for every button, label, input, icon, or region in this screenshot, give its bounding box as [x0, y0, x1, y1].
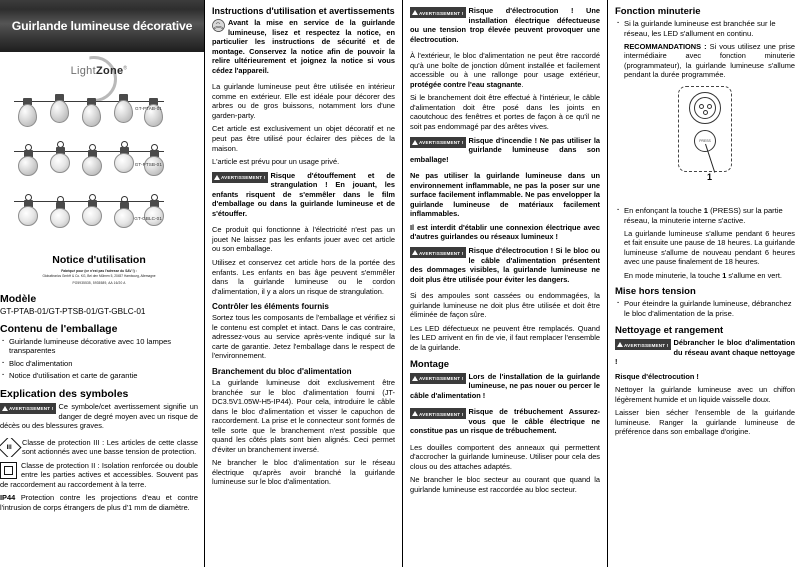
- outdoor-connection-text-a: À l'extérieur, le bloc d'alimentation ne peut être raccordé qu'à une boîte de jonction dûment installée et facilement accessible ou à une rallonge pour usage extérieur,: [410, 51, 600, 80]
- protection-class-3-text: Classe de protection III : Les articles de cette classe sont actionnés avec une basse tension de protection.: [22, 437, 198, 457]
- heading-power-connection: Branchement du bloc d'alimentation: [212, 366, 352, 376]
- timer-green-led-text-b: s'allume en vert.: [726, 270, 782, 280]
- warning-badge-label: AVERTISSEMENT !: [419, 140, 464, 146]
- power-connection-text-2: Ne brancher le bloc d'alimentation sur le réseau électrique qu'après avoir branché la guirlande lumineuse sur le bloc d'alimentation.: [212, 458, 395, 487]
- timer-press-text-a: En enfonçant la touche: [624, 205, 704, 215]
- warning-badge-label: AVERTISSEMENT !: [624, 342, 669, 348]
- model-label-ptab: GT-PTAB-01: [135, 106, 162, 111]
- heading-package-contents: Contenu de l'emballage: [0, 322, 118, 335]
- model-label-gblc: GT-GBLC-01: [134, 216, 162, 221]
- read-manual-block: [212, 18, 395, 78]
- manufacturer-info: [0, 269, 198, 286]
- warning-triangle-icon: [617, 342, 623, 347]
- logo-zone-text: Zone: [95, 65, 124, 77]
- column-instructions: [204, 0, 402, 567]
- bulb-strings: [0, 92, 198, 252]
- cable-warning-text: Lors de l'installation de la guirlande lumineuse, ne pas nouer ou percer le câble d'alimentation !: [410, 371, 600, 400]
- instructions-paragraph-4: Ce produit qui fonctionne à l'électricité n'est pas un jouet Ne laissez pas les enfants jouer avec cet article ou son emballage.: [212, 225, 395, 254]
- electrocution-warning-block-2: [410, 246, 600, 287]
- warning-triangle-icon: [412, 376, 418, 381]
- indoor-connection-text: Si le branchement doit être effectué à l'intérieur, le câble d'alimentation doit être posé dans les joints en caoutchouc des fenêtres et portes de façon à ce qu'il ne soit pas endommagé par des arêtes vives.: [410, 93, 600, 132]
- adapter-diagram: [615, 84, 795, 204]
- callout-number-1: 1: [707, 171, 713, 182]
- document-code: PO5935535, 5935589, AA 16/20 A: [72, 280, 126, 285]
- read-manual-text: Avant la mise en service de la guirlande lumineuse, lisez et respectez la notice, en particulier les instructions de sécurité et de montage. Conservez la notice afin de pouvoir la relire ultérieurement et joignez la notice si vous cédez l'appareil.: [212, 18, 395, 75]
- heading-cleaning-storage: Nettoyage et rangement: [615, 325, 724, 337]
- montage-hooks-text: Les douilles comportent des anneaux qui permettent d'accrocher la guirlande lumineuse. Utiliser pour cela des clous ou des attaches adaptés.: [410, 442, 600, 471]
- warning-badge: [410, 137, 466, 148]
- timer-recommendation-label: RECOMMANDATIONS :: [624, 41, 707, 51]
- title-banner: [0, 0, 204, 52]
- product-figure: [0, 56, 198, 252]
- trip-hazard-warning-text: Risque de trébuchement Assurez-vous que le câble électrique ne constitue pas un risque de trébuchement.: [410, 407, 600, 436]
- warning-badge: [212, 172, 268, 183]
- timer-press-button-number: 1: [703, 205, 709, 215]
- warning-triangle-icon: [2, 406, 8, 411]
- timer-list-top: [615, 19, 795, 80]
- warning-badge: [410, 7, 466, 18]
- warning-badge: [0, 403, 56, 414]
- model-value: GT-PTAB-01/GT-PTSB-01/GT-GBLC-01: [0, 306, 146, 316]
- warning-triangle-icon: [412, 140, 418, 145]
- suffocation-warning-text: Risque d'étouffement et de strangulation ! En jouant, les enfants risquent de s'emmêler dans le film d'emballage ou dans la guirlande lumineuse et de s'étouffer.: [212, 170, 395, 218]
- timer-list-bottom: [615, 206, 795, 280]
- instructions-paragraph-2: Cet article est exclusivement un objet décoratif et ne peut pas être utilisé pour éclairer des pièces de la maison.: [212, 124, 395, 153]
- column-safety: [402, 0, 607, 567]
- warning-badge-label: AVERTISSEMENT !: [419, 411, 464, 417]
- heading-timer-function: Fonction minuterie: [615, 6, 701, 17]
- brand-logo: [0, 56, 198, 90]
- outdoor-connection-text-c: .: [521, 79, 524, 89]
- protection-class-3-mark: III: [6, 444, 13, 451]
- socket-pin-left: [699, 104, 704, 109]
- package-contents-list: [0, 337, 198, 381]
- socket-pin-center: [703, 110, 708, 115]
- ip-rating-row: [0, 493, 198, 512]
- bulb-row-gblc: [14, 192, 164, 242]
- warning-badge-label: AVERTISSEMENT !: [9, 406, 54, 412]
- warning-badge: [410, 373, 466, 384]
- ip-rating-code: IP44: [0, 493, 16, 503]
- suffocation-warning-block: [212, 171, 395, 222]
- instructions-paragraph-3: L'article est prévu pour un usage privé.: [212, 157, 340, 167]
- symbol-class-2-row: [0, 461, 198, 490]
- ip-rating-text: Protection contre les projections d'eau et contre l'intrusion de corps étrangers de plus d'1 mm de diamètre.: [0, 493, 198, 512]
- cleaning-text-1: Nettoyer la guirlande lumineuse avec un chiffon légèrement humide et un liquide vaisselle doux.: [615, 385, 795, 404]
- no-chaining-text: Il est interdit d'établir une connexion électrique avec d'autres guirlandes ou réseaux lumineux !: [410, 222, 600, 242]
- power-off-list: [615, 299, 795, 319]
- logo-light-text: Ligh: [70, 65, 93, 77]
- warning-badge-label: AVERTISSEMENT !: [419, 250, 464, 256]
- read-manual-icon: [212, 19, 225, 33]
- heading-power-off: Mise hors tension: [615, 286, 696, 298]
- flammable-environment-text: Ne pas utiliser la guirlande lumineuse dans un environnement inflammable, ne pas la poser sur une surface facilement inflammable. Ne pas envelopper la guirlande lumineuse de matériaux facilement inflammables.: [410, 171, 600, 219]
- warning-triangle-icon: [412, 10, 418, 15]
- bulb-row-ptsb: [14, 142, 164, 192]
- cleaning-warning-text: Débrancher le bloc d'alimentation du réseau avant chaque nettoyage !: [615, 338, 795, 367]
- timer-continuous-text: Si la guirlande lumineuse est branchée sur le réseau, les LED s'allument en continu.: [624, 19, 776, 38]
- heading-montage: Montage: [410, 358, 450, 370]
- trip-hazard-warning-block: [410, 407, 600, 439]
- outdoor-connection-text-bold: protégée contre l'eau stagnante: [410, 79, 522, 89]
- cleaning-warning-subtext: Risque d'électrocution !: [615, 371, 699, 381]
- book-icon: [212, 19, 225, 32]
- cable-warning-block: [410, 372, 600, 404]
- timer-green-led-number: 1: [722, 270, 727, 280]
- electrocution-warning-text-2: Risque d'électrocution ! Si le bloc ou le câble d'alimentation présentent des dommages visibles, la guirlande lumineuse ne doit plus être utilisée pour éviter les dangers.: [410, 246, 600, 284]
- led-replacement-text: Les LED défectueux ne peuvent être remplacés. Quand les LED arrivent en fin de vie, il faut remplacer l'ensemble de la guirlande.: [410, 323, 600, 352]
- electrocution-warning-text-1: Risque d'électrocution ! Une installation électrique défectueuse ou une tension trop élevée peuvent provoquer une électrocution.: [410, 6, 600, 44]
- instructions-paragraph-5: Utilisez et conservez cet article hors de la portée des enfants. Les enfants en bas âge peuvent s'emmêler dans la guirlande lumineuse ou le cordon d'alimentation, il y a alors un risque de strangulation.: [212, 258, 395, 296]
- page-title: Guirlande lumineuse décorative: [11, 19, 193, 33]
- list-item: [624, 19, 795, 80]
- manufacturer-line-1: Fabriqué pour (ce n'est pas l'adresse du SAV !) :: [61, 269, 137, 273]
- timer-green-led-text-a: En mode minuterie, la touche: [624, 270, 723, 280]
- logo-t-text: t: [92, 65, 96, 77]
- warning-badge-label: AVERTISSEMENT !: [221, 175, 266, 181]
- symbol-class-3-row: [0, 438, 198, 457]
- montage-power-text: Ne brancher le bloc secteur au courant que quand la guirlande lumineuse est raccordée au bloc secteur.: [410, 475, 600, 494]
- heading-instructions: Instructions d'utilisation et avertissements: [212, 6, 395, 16]
- list-item: · Notice d'utilisation et carte de garantie: [9, 371, 198, 381]
- power-connection-text-1: La guirlande lumineuse doit exclusivement être branchée sur le bloc d'alimentation fourni (JT-DC3.5V1.05W-H5-IP44). Pour cela, introduire le câble dans le bloc d'alimentation et visser le capuchon de raccordement. La prise et le connecteur sont formés de telle sorte que le branchement n'est possible que quand les côtés plats sont bien alignés. Ceci permet d'éviter un branchement inversé.: [212, 377, 395, 454]
- logo-registered-mark: ®: [123, 65, 128, 72]
- notice-title: Notice d'utilisation: [52, 254, 146, 266]
- timer-recommendation-body: Si vous utilisez une prise intermédiaire avec fonction minuterie (programmateur), la guirlande lumineuse s'allume pendant la durée programmée.: [624, 41, 795, 80]
- symbol-warning-text: Ce symbole/cet avertissement signifie un danger de degré moyen avec un risque de décès ou des blessures graves.: [0, 401, 198, 431]
- cleaning-warning-block: [615, 338, 795, 370]
- fire-warning-block: [410, 136, 600, 168]
- socket-pin-right: [707, 104, 712, 109]
- warning-badge-label: AVERTISSEMENT !: [419, 10, 464, 16]
- press-button[interactable]: [694, 130, 716, 152]
- warning-triangle-icon: [214, 175, 220, 180]
- warning-badge: [615, 339, 671, 350]
- warning-triangle-icon: [412, 250, 418, 255]
- outdoor-connection-text: [410, 51, 600, 89]
- check-contents-text: Sortez tous les composants de l'emballage et vérifiez si le contenu est complet et intact. Dans le cas contraire, adressez-vous au service après-vente indiqué sur la carte de garantie. Jetez l'emballage dans le respect de l'environnement.: [212, 313, 395, 361]
- broken-bulbs-text: Si des ampoules sont cassées ou endommagées, la guirlande lumineuse ne doit plus être utilisée et doit être éliminée de façon sûre.: [410, 291, 600, 320]
- protection-class-2-icon: [0, 462, 17, 479]
- warning-badge-label: AVERTISSEMENT !: [419, 376, 464, 381]
- list-item: · Pour éteindre la guirlande lumineuse, débranchez le bloc d'alimentation de la prise.: [624, 299, 795, 319]
- cleaning-text-2: Laisser bien sécher l'ensemble de la guirlande lumineuse. Ranger la guirlande lumineuse de préférence dans son emballage d'origine.: [615, 408, 795, 437]
- heading-symbol-explanation: Explication des symboles: [0, 387, 129, 400]
- protection-class-2-text: Classe de protection II : Isolation renforcée ou double entre les parties actives et accessibles. Souvent pas de raccordement au raccordement à la terre.: [0, 460, 198, 489]
- list-item: · Guirlande lumineuse décorative avec 10 lampes transparentes: [9, 337, 198, 357]
- model-label-ptsb: GT-PTSB-01: [134, 162, 162, 167]
- socket-inner-ring: [694, 97, 716, 119]
- warning-badge: [410, 247, 466, 258]
- warning-badge: [410, 408, 466, 419]
- brand-logo-text: [0, 56, 198, 77]
- list-item: · Bloc d'alimentation: [9, 359, 198, 369]
- timer-cycle-text: La guirlande lumineuse s'allume pendant 6 heures et fait ensuite une pause de 18 heures. La guirlande lumineuse s'allume de nouveau pendant 6 heures avec une pause finalement de 18 heures.: [624, 228, 795, 267]
- list-item: [624, 206, 795, 280]
- timer-recommendation-text: [624, 42, 795, 80]
- timer-green-led-text: [624, 271, 795, 281]
- column-timer-maintenance: [607, 0, 802, 567]
- heading-check-contents: Contrôler les éléments fournis: [212, 302, 329, 312]
- fire-warning-text: Risque d'incendie ! Ne pas utiliser la guirlande lumineuse dans son emballage!: [410, 135, 600, 164]
- heading-model: Modèle: [0, 292, 37, 305]
- timer-press-text-b: (PRESS) sur la partie réseau, la minuterie interne s'active.: [624, 205, 783, 225]
- electrocution-warning-block-1: [410, 6, 600, 47]
- warning-triangle-icon: [412, 411, 418, 416]
- manufacturer-line-2: Globaltronics GmbH & Co. KG, Bei den Mühren 5, 20457 Hambourg, Allemagne: [42, 273, 156, 278]
- bulb-row-ptab: [14, 92, 164, 142]
- instructions-paragraph-1: La guirlande lumineuse peut être utilisée en intérieur comme en extérieur. Elle est idéale pour décorer des arbres ou de gros buissons, notamment lors d'une garden-party.: [212, 82, 395, 120]
- symbol-warning-row: [0, 402, 198, 434]
- column-product-overview: [0, 0, 204, 567]
- press-button-label: PRESS: [699, 138, 711, 143]
